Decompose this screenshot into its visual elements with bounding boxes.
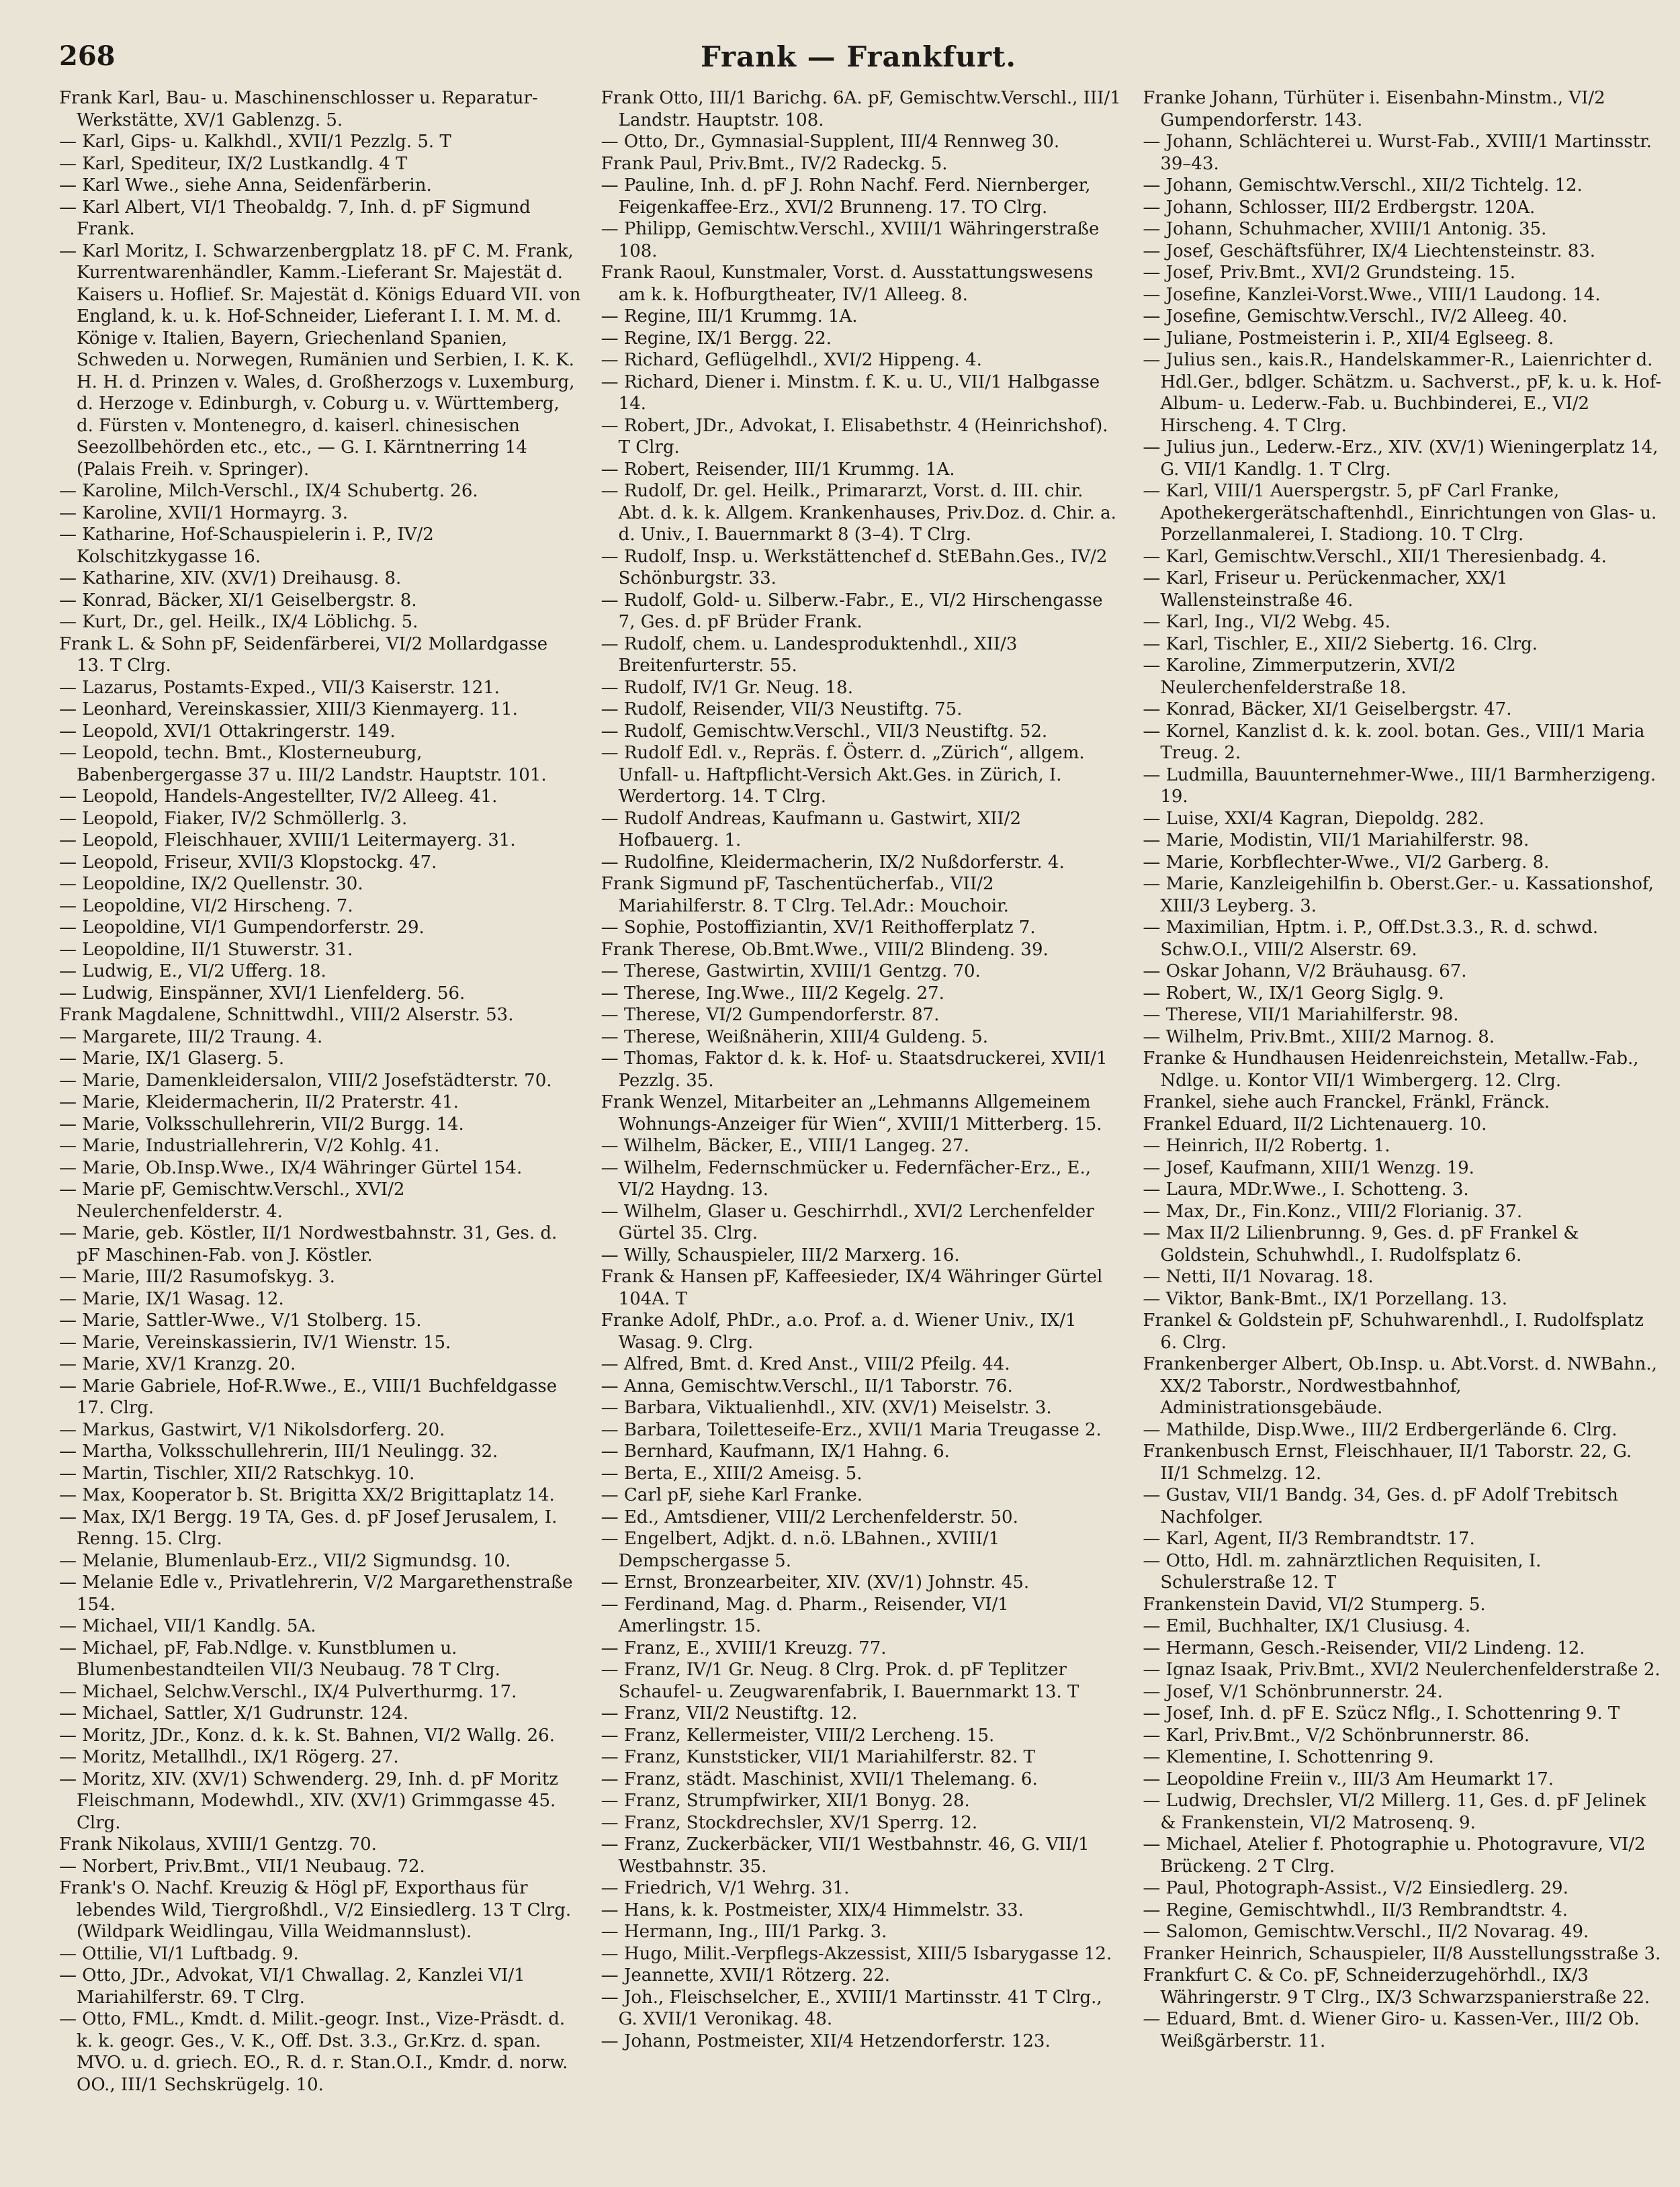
directory-entry: Frankel Eduard, II/2 Lichtenauerg. 10. [1143, 1114, 1487, 1134]
directory-entry: — Mathilde, Disp.Wwe., III/2 Erdbergerlände 6. Clrg. [1143, 1419, 1618, 1440]
directory-entry: — Johann, Schlächterei u. Wurst-Fab., XVIII/1 Martinsstr. 39–43. [1143, 132, 1652, 174]
directory-entry: — Leopold, Fiaker, IV/2 Schmöllerlg. 3. [59, 808, 408, 829]
directory-entry: — Martha, Volksschullehrerin, III/1 Neulingg. 32. [59, 1441, 498, 1462]
directory-entry: Frank's O. Nachf. Kreuzig & Högl pF, Exporthaus für lebendes Wild, Tiergroßhdl., V/2 Einsiedlerg. 13 T Clrg. (Wildpark Weidlingau, Villa Weidmannslust). [59, 1878, 572, 1942]
directory-entry: Frank Sigmund pF, Taschentücherfab., VII/2 Mariahilferstr. 8. T Clrg. Tel.Adr.: Mouchoir. [601, 874, 1009, 916]
directory-entry: — Klementine, I. Schottenring 9. [1143, 1747, 1434, 1767]
column-left [59, 87, 581, 2176]
directory-entry: — Robert, Reisender, III/1 Krummg. 1A. [601, 459, 955, 480]
directory-entry: — Marie, Damenkleidersalon, VIII/2 Josefstädterstr. 70. [59, 1070, 552, 1091]
directory-entry: — Ludwig, Drechsler, VI/2 Millerg. 11, Ges. d. pF Jelinek & Frankenstein, VI/2 Matrosenq. 9. [1143, 1791, 1646, 1833]
directory-entry: — Marie, Kleidermacherin, II/2 Praterstr. 41. [59, 1092, 459, 1112]
directory-entry: — Leopold, Friseur, XVII/3 Klopstockg. 47. [59, 852, 437, 873]
directory-entry: — Marie, III/2 Rasumofskyg. 3. [59, 1267, 335, 1287]
directory-entry: — Leopoldine, VI/2 Hirscheng. 7. [59, 895, 353, 916]
page-number: 268 [59, 40, 116, 72]
directory-entry: — Juliane, Postmeisterin i. P., XII/4 Eglseeg. 8. [1143, 328, 1554, 349]
directory-entry: — Marie pF, Gemischtw.Verschl., XVI/2 Neulerchenfelderstr. 4. [59, 1179, 405, 1222]
directory-entry: — Otto, Dr., Gymnasial-Supplent, III/4 Rennweg 30. [601, 132, 1060, 152]
directory-entry: — Kurt, Dr., gel. Heilk., IX/4 Löblichg. 5. [59, 612, 418, 632]
directory-entry: Frank Paul, Priv.Bmt., IV/2 Radeckg. 5. [601, 153, 948, 174]
column-right [1143, 87, 1665, 2176]
directory-entry: — Leopoldine, II/1 Stuwerstr. 31. [59, 939, 353, 960]
directory-entry: — Barbara, Toiletteseife-Erz., XVII/1 Maria Treugasse 2. [601, 1419, 1102, 1440]
directory-entry: — Margarete, III/2 Traung. 4. [59, 1026, 323, 1047]
directory-entry: — Leopold, techn. Bmt., Klosterneuburg, Babenbergergasse 37 u. III/2 Landstr. Hauptstr. 101. [59, 743, 547, 785]
directory-entry: — Leopoldine, IX/2 Quellenstr. 30. [59, 874, 363, 894]
directory-entry: — Josef, Kaufmann, XIII/1 Wenzg. 19. [1143, 1157, 1474, 1178]
directory-entry: — Moritz, JDr., Konz. d. k. k. St. Bahnen, VI/2 Wallg. 26. [59, 1725, 555, 1746]
directory-entry: — Therese, Gastwirtin, XVIII/1 Gentzg. 70. [601, 961, 981, 981]
directory-entry: — Ernst, Bronzearbeiter, XIV. (XV/1) Johnstr. 45. [601, 1572, 1030, 1593]
directory-entry: — Ottilie, VI/1 Luftbadg. 9. [59, 1943, 299, 1964]
directory-entry: — Marie, geb. Köstler, II/1 Nordwestbahnstr. 31, Ges. d. pF Maschinen-Fab. von J. Köstler. [59, 1223, 558, 1265]
directory-entry: Frank Therese, Ob.Bmt.Wwe., VIII/2 Blindeng. 39. [601, 939, 1049, 960]
directory-entry: — Marie, Kanzleigehilfin b. Oberst.Ger.- u. Kassationshof, XIII/3 Leyberg. 3. [1143, 874, 1654, 916]
directory-entry: — Kornel, Kanzlist d. k. k. zool. botan. Ges., VIII/1 Maria Treug. 2. [1143, 721, 1645, 763]
directory-entry: — Anna, Gemischtw.Verschl., II/1 Taborstr. 76. [601, 1376, 1013, 1396]
directory-entry: — Wilhelm, Federnschmücker u. Federnfächer-Erz., E., VI/2 Haydng. 13. [601, 1157, 1092, 1200]
directory-entry: — Marie, Korbflechter-Wwe., VI/2 Garberg. 8. [1143, 852, 1550, 873]
directory-entry: — Marie, Modistin, VII/1 Mariahilferstr. 98. [1143, 830, 1530, 850]
directory-entry: — Gustav, VII/1 Bandg. 34, Ges. d. pF Adolf Trebitsch Nachfolger. [1143, 1485, 1618, 1527]
directory-entry: — Hugo, Milit.-Verpflegs-Akzessist, XIII/5 Isbarygasse 12. [601, 1943, 1112, 1964]
directory-entry: — Karl, Friseur u. Perückenmacher, XX/1 Wallensteinstraße 46. [1143, 568, 1508, 611]
directory-entry: — Friedrich, V/1 Wehrg. 31. [601, 1878, 850, 1898]
directory-entry: — Marie, Ob.Insp.Wwe., IX/4 Währinger Gürtel 154. [59, 1157, 523, 1178]
directory-entry: — Moritz, Metallhdl., IX/1 Rögerg. 27. [59, 1747, 399, 1767]
directory-entry: — Karoline, XVII/1 Hormayrg. 3. [59, 502, 348, 523]
directory-entry: — Katharine, XIV. (XV/1) Dreihausg. 8. [59, 568, 402, 588]
directory-entry: — Josefine, Kanzlei-Vorst.Wwe., VIII/1 Laudong. 14. [1143, 284, 1601, 305]
directory-entry: — Rudolfine, Kleidermacherin, IX/2 Nußdorferstr. 4. [601, 852, 1065, 873]
directory-entry: — Franz, städt. Maschinist, XVII/1 Thelemang. 6. [601, 1769, 1038, 1789]
directory-entry: — Pauline, Inh. d. pF J. Rohn Nachf. Ferd. Niernberger, Feigenkaffee-Erz., XVI/2 Brunneng. 17. TO Clrg. [601, 175, 1091, 218]
directory-entry: — Martin, Tischler, XII/2 Ratschkyg. 10. [59, 1463, 415, 1484]
directory-entry: — Marie, Vereinskassierin, IV/1 Wienstr. 15. [59, 1332, 451, 1353]
directory-entry: Frankenberger Albert, Ob.Insp. u. Abt.Vorst. d. NWBahn., XX/2 Taborstr., Nordwestbahnhof, Administrationsgebäude. [1143, 1354, 1657, 1418]
directory-entry: — Karl, Spediteur, IX/2 Lustkandlg. 4 T [59, 153, 408, 174]
directory-entry: — Karl, VIII/1 Auerspergstr. 5, pF Carl Franke, Apothekergerätschaftenhdl., Einrichtungen von Glas- u. Porzellanmalerei, I. Stadiong. 10. T Clrg. [1143, 481, 1657, 545]
directory-entry: Frank Magdalene, Schnittwdhl., VIII/2 Alserstr. 53. [59, 1005, 514, 1025]
directory-entry: — Max, Dr., Fin.Konz., VIII/2 Florianig. 37. [1143, 1201, 1523, 1222]
directory-entry: — Regine, Gemischtwhdl., II/3 Rembrandtstr. 4. [1143, 1900, 1568, 1920]
directory-entry: — Rudolf, Dr. gel. Heilk., Primararzt, Vorst. d. III. chir. Abt. d. k. k. Allgem. Krankenhauses, Priv.Doz. d. Chir. a. d. Univ., I. Bauernmarkt 8 (3–4). T Clrg. [601, 481, 1116, 545]
directory-entry: — Karl, Priv.Bmt., V/2 Schönbrunnerstr. 86. [1143, 1725, 1530, 1746]
directory-entry: — Melanie Edle v., Privatlehrerin, V/2 Margarethenstraße 154. [59, 1572, 573, 1615]
directory-entry: — Otto, FML., Kmdt. d. Milit.-geogr. Inst., Vize-Präsdt. d. k. k. geogr. Ges., V. K., Off. Dst. 3.3., Gr.Krz. d. span. MVO. u. d. griech. EO., R. d. r. Stan.O.I., Kmdr. d. norw. OO., III/1 Sechskrügelg. 10. [59, 2009, 568, 2095]
directory-entry: — Karoline, Zimmerputzerin, XVI/2 Neulerchenfelderstraße 18. [1143, 656, 1456, 698]
directory-entry: — Johann, Gemischtw.Verschl., XII/2 Tichtelg. 12. [1143, 175, 1583, 195]
directory-entry: — Richard, Diener i. Minstm. f. K. u. U., VII/1 Halbgasse 14. [601, 371, 1100, 414]
directory-entry: — Katharine, Hof-Schauspielerin i. P., IV/2 Kolschitzkygasse 16. [59, 525, 434, 567]
directory-entry: — Leopold, XVI/1 Ottakringerstr. 149. [59, 721, 396, 742]
directory-entry: — Max, Kooperator b. St. Brigitta XX/2 Brigittaplatz 14. [59, 1485, 555, 1505]
directory-entry: Franker Heinrich, Schauspieler, II/8 Ausstellungsstraße 3. [1143, 1943, 1661, 1964]
directory-entry: — Leopold, Handels-Angestellter, IV/2 Alleeg. 41. [59, 787, 498, 807]
directory-entry: — Josef, Geschäftsführer, IX/4 Liechtensteinstr. 83. [1143, 240, 1596, 261]
directory-entry: — Marie Gabriele, Hof-R.Wwe., E., VIII/1 Buchfeldgasse 17. Clrg. [59, 1376, 558, 1418]
directory-entry: Frankel, siehe auch Franckel, Fränkl, Fränck. [1143, 1092, 1550, 1112]
directory-entry: — Rudolf, Reisender, VII/3 Neustiftg. 75. [601, 699, 963, 719]
directory-entry: — Ed., Amtsdiener, VIII/2 Lerchenfelderstr. 50. [601, 1507, 1018, 1527]
directory-entry: — Norbert, Priv.Bmt., VII/1 Neubaug. 72. [59, 1856, 425, 1877]
directory-entry: — Lazarus, Postamts-Exped., VII/3 Kaiserstr. 121. [59, 677, 500, 698]
directory-entry: — Thomas, Faktor d. k. k. Hof- u. Staatsdruckerei, XVII/1 Pezzlg. 35. [601, 1048, 1108, 1091]
directory-entry: — Therese, VI/2 Gumpendorferstr. 87. [601, 1005, 940, 1025]
directory-entry: — Ferdinand, Mag. d. Pharm., Reisender, VI/1 Amerlingstr. 15. [601, 1594, 1009, 1636]
directory-entry: — Oskar Johann, V/2 Bräuhausg. 67. [1143, 961, 1467, 981]
directory-entry: — Wilhelm, Glaser u. Geschirrhdl., XVI/2 Lerchenfelder Gürtel 35. Clrg. [601, 1201, 1094, 1243]
directory-entry: — Paul, Photograph-Assist., V/2 Einsiedlerg. 29. [1143, 1878, 1568, 1898]
directory-entry: — Therese, VII/1 Mariahilferstr. 98. [1143, 1005, 1459, 1025]
directory-entry: — Salomon, Gemischtw.Verschl., II/2 Novarag. 49. [1143, 1922, 1589, 1942]
directory-entry: — Johann, Schuhmacher, XVIII/1 Antonig. 35. [1143, 219, 1547, 239]
directory-entry: — Karl, Gemischtw.Verschl., XII/1 Theresienbadg. 4. [1143, 546, 1607, 567]
directory-entry: Frankel & Goldstein pF, Schuhwarenhdl., I. Rudolfsplatz 6. Clrg. [1143, 1310, 1644, 1353]
directory-entry: — Ludmilla, Bauunternehmer-Wwe., III/1 Barmherzigeng. 19. [1143, 764, 1656, 807]
directory-entry: — Michael, Sattler, X/1 Gudrunstr. 124. [59, 1703, 409, 1724]
directory-entry: — Karl Albert, VI/1 Theobaldg. 7, Inh. d. pF Sigmund Frank. [59, 197, 531, 239]
directory-entry: — Michael, pF, Fab.Ndlge. v. Kunstblumen u. Blumenbestandteilen VII/3 Neubaug. 78 T Clrg. [59, 1638, 500, 1680]
directory-entry: — Michael, VII/1 Kandlg. 5A. [59, 1616, 316, 1636]
directory-entry: Frankenbusch Ernst, Fleischhauer, II/1 Taborstr. 22, G. II/1 Schmelzg. 12. [1143, 1441, 1632, 1484]
directory-entry: — Josef, Inh. d. pF E. Szücz Nflg., I. Schottenring 9. T [1143, 1703, 1620, 1724]
directory-entry: — Regine, III/1 Krummg. 1A. [601, 306, 858, 326]
directory-entry: — Franz, E., XVIII/1 Kreuzg. 77. [601, 1638, 887, 1658]
directory-entry: Frankenstein David, VI/2 Stumperg. 5. [1143, 1594, 1486, 1615]
directory-entry: Frank L. & Sohn pF, Seidenfärberei, VI/2 Mollardgasse 13. T Clrg. [59, 633, 548, 676]
directory-entry: — Karl, Agent, II/3 Rembrandtstr. 17. [1143, 1529, 1475, 1549]
directory-entry: — Franz, Kunststicker, VII/1 Mariahilferstr. 82. T [601, 1747, 1035, 1767]
directory-entry: — Marie, Volksschullehrerin, VII/2 Burgg. 14. [59, 1114, 464, 1134]
directory-entry: — Otto, Hdl. m. zahnärztlichen Requisiten, I. Schulerstraße 12. T [1143, 1550, 1542, 1593]
directory-entry: Frank & Hansen pF, Kaffeesieder, IX/4 Währinger Gürtel 104A. T [601, 1267, 1103, 1309]
directory-entry: Frank Wenzel, Mitarbeiter an „Lehmanns Allgemeinem Wohnungs-Anzeiger für Wien“, XVIII/1 Mitterberg. 15. [601, 1092, 1102, 1134]
directory-entry: — Richard, Geflügelhdl., XVI/2 Hippeng. 4. [601, 350, 982, 370]
directory-entry: — Melanie, Blumenlaub-Erz., VII/2 Sigmundsg. 10. [59, 1550, 511, 1571]
directory-entry: — Franz, Zuckerbäcker, VII/1 Westbahnstr. 46, G. VII/1 Westbahnstr. 35. [601, 1834, 1090, 1877]
directory-entry: — Karl Moritz, I. Schwarzenbergplatz 18. pF C. M. Frank, Kurrentwarenhändler, Kamm.-Lieferant Sr. Majestät d. Kaisers u. Hoflief. Sr. Majestät d. Königs Eduard VII. von England, k. u. k. Hof-Schneider, Lieferant I. I. M. M. d. Könige v. Italien, Bayern, Griechenland Spanien, Schweden u. Norwegen, Rumänien und Serbien, I. K. K. H. H. d. Prinzen v. Wales, d. Großherzogs v. Luxemburg, d. Herzoge v. Edinburgh, v. Coburg u. v. Württemberg, d. Fürsten v. Montenegro, d. kaiserl. chinesischen Seezollbehörden etc., etc., — G. I. Kärntnerring 14 (Palais Freih. v. Springer). [59, 240, 581, 480]
directory-entry: — Alfred, Bmt. d. Kred Anst., VIII/2 Pfeilg. 44. [601, 1354, 1010, 1374]
directory-entry: — Franz, Strumpfwirker, XII/1 Bonyg. 28. [601, 1791, 970, 1811]
directory-entry: — Rudolf, Insp. u. Werkstättenchef d. StEBahn.Ges., IV/2 Schönburgstr. 33. [601, 546, 1108, 588]
directory-entry: — Joh., Fleischselcher, E., XVIII/1 Martinsstr. 41 T Clrg., G. XVII/1 Veronikag. 48. [601, 1987, 1102, 2029]
directory-entry: — Robert, W., IX/1 Georg Siglg. 9. [1143, 983, 1444, 1003]
directory-entry: — Julius jun., Lederw.-Erz., XIV. (XV/1) Wieningerplatz 14, G. VII/1 Kandlg. 1. T Clrg. [1143, 437, 1659, 480]
directory-entry: — Jeannette, XVII/1 Rötzerg. 22. [601, 1965, 891, 1985]
directory-entry: — Karl Wwe., siehe Anna, Seidenfärberin. [59, 175, 432, 195]
directory-entry: — Hermann, Gesch.-Reisender, VII/2 Lindeng. 12. [1143, 1638, 1585, 1658]
directory-entry: — Rudolf, Gemischtw.Verschl., VII/3 Neustiftg. 52. [601, 721, 1048, 742]
directory-entry: Franke Adolf, PhDr., a.o. Prof. a. d. Wiener Univ., IX/1 Wasag. 9. Clrg. [601, 1310, 1077, 1353]
running-head: Frank — Frankfurt. [700, 40, 1017, 73]
directory-entry: — Wilhelm, Priv.Bmt., XIII/2 Marnog. 8. [1143, 1026, 1495, 1047]
directory-entry: Frankfurt C. & Co. pF, Schneiderzugehörhdl., IX/3 Währingerstr. 9 T Clrg., IX/3 Schwarzspanierstraße 22. [1143, 1965, 1650, 2008]
directory-columns [59, 87, 1665, 2176]
directory-entry: — Rudolf Edl. v., Repräs. f. Österr. d. „Zürich“, allgem. Unfall- u. Haftpflicht-Versich Akt.Ges. in Zürich, I. Werdertorg. 14. T Clrg. [601, 743, 1085, 807]
directory-entry: — Ludwig, Einspänner, XVI/1 Lienfelderg. 56. [59, 983, 466, 1003]
directory-entry: — Sophie, Postoffiziantin, XV/1 Reithofferplatz 7. [601, 918, 1036, 938]
directory-entry: — Josef, V/1 Schönbrunnerstr. 24. [1143, 1681, 1443, 1702]
directory-entry: — Markus, Gastwirt, V/1 Nikolsdorferg. 20. [59, 1419, 445, 1440]
directory-entry: Franke Johann, Türhüter i. Eisenbahn-Minstm., VI/2 Gumpendorferstr. 143. [1143, 88, 1605, 130]
directory-entry: — Rudolf Andreas, Kaufmann u. Gastwirt, XII/2 Hofbauerg. 1. [601, 808, 1021, 850]
directory-entry: — Michael, Selchw.Verschl., IX/4 Pulverthurmg. 17. [59, 1681, 517, 1702]
directory-entry: — Franz, Stockdrechsler, XV/1 Sperrg. 12. [601, 1812, 978, 1833]
directory-entry: — Franz, VII/2 Neustiftg. 12. [601, 1703, 858, 1724]
directory-entry: — Rudolf, Gold- u. Silberw.-Fabr., E., VI/2 Hirschengasse 7, Ges. d. pF Brüder Frank. [601, 590, 1103, 632]
directory-entry: — Max II/2 Lilienbrunng. 9, Ges. d. pF Frankel & Goldstein, Schuhwhdl., I. Rudolfsplatz 6. [1143, 1223, 1579, 1265]
directory-entry: — Karoline, Milch-Verschl., IX/4 Schubertg. 26. [59, 481, 478, 501]
directory-entry: — Marie, IX/1 Glaserg. 5. [59, 1048, 285, 1069]
directory-entry: — Marie, XV/1 Kranzg. 20. [59, 1354, 296, 1374]
directory-entry: — Leopoldine, VI/1 Gumpendorferstr. 29. [59, 918, 425, 938]
directory-entry: — Hans, k. k. Postmeister, XIX/4 Himmelstr. 33. [601, 1900, 1024, 1920]
directory-entry: — Leonhard, Vereinskassier, XIII/3 Kienmayerg. 11. [59, 699, 518, 719]
directory-entry: — Konrad, Bäcker, XI/1 Geiselbergstr. 47. [1143, 699, 1512, 719]
directory-entry: — Philipp, Gemischtw.Verschl., XVIII/1 Währingerstraße 108. [601, 219, 1100, 261]
directory-entry: — Eduard, Bmt. d. Wiener Giro- u. Kassen-Ver., III/2 Ob. Weißgärberstr. 11. [1143, 2009, 1640, 2051]
directory-entry: — Franz, Kellermeister, VIII/2 Lercheng. 15. [601, 1725, 995, 1746]
directory-entry: — Johann, Schlosser, III/2 Erdbergstr. 120A. [1143, 197, 1536, 218]
directory-entry: — Engelbert, Adjkt. d. n.ö. LBahnen., XVIII/1 Dempschergasse 5. [601, 1529, 1000, 1571]
directory-entry: — Karl, Ing., VI/2 Webg. 45. [1143, 612, 1391, 632]
directory-entry: — Karl, Tischler, E., XII/2 Siebertg. 16. Clrg. [1143, 633, 1538, 654]
directory-entry: — Johann, Postmeister, XII/4 Hetzendorferstr. 123. [601, 2030, 1051, 2051]
directory-entry: — Michael, Atelier f. Photographie u. Photogravure, VI/2 Brückeng. 2 T Clrg. [1143, 1834, 1646, 1877]
directory-entry: — Konrad, Bäcker, XI/1 Geiselbergstr. 8. [59, 590, 417, 611]
directory-entry: Frank Nikolaus, XVIII/1 Gentzg. 70. [59, 1834, 377, 1855]
directory-entry: Frank Raoul, Kunstmaler, Vorst. d. Ausstattungswesens am k. k. Hofburgtheater, IV/1 Alleeg. 8. [601, 263, 1094, 305]
directory-entry: — Moritz, XIV. (XV/1) Schwenderg. 29, Inh. d. pF Moritz Fleischmann, Modewhdl., XIV. (XV/1) Grimmgasse 45. Clrg. [59, 1769, 558, 1833]
directory-entry: — Otto, JDr., Advokat, VI/1 Chwallag. 2, Kanzlei VI/1 Mariahilferstr. 69. T Clrg. [59, 1965, 525, 2008]
directory-entry: Frank Karl, Bau- u. Maschinenschlosser u. Reparatur-Werkstätte, XV/1 Gablenzg. 5. [59, 88, 538, 130]
directory-entry: Frank Otto, III/1 Barichg. 6A. pF, Gemischtw.Verschl., III/1 Landstr. Hauptstr. 108. [601, 88, 1121, 130]
directory-entry: — Josefine, Gemischtw.Verschl., IV/2 Alleeg. 40. [1143, 306, 1568, 326]
directory-entry: — Josef, Priv.Bmt., XVI/2 Grundsteing. 15. [1143, 263, 1515, 283]
column-middle [601, 87, 1123, 2176]
directory-entry: — Marie, Industriallehrerin, V/2 Kohlg. 41. [59, 1136, 440, 1156]
directory-entry: — Marie, IX/1 Wasag. 12. [59, 1288, 284, 1309]
directory-entry: — Bernhard, Kaufmann, IX/1 Hahng. 6. [601, 1441, 950, 1462]
directory-entry: — Netti, II/1 Novarag. 18. [1143, 1267, 1374, 1287]
directory-entry: — Willy, Schauspieler, III/2 Marxerg. 16. [601, 1245, 960, 1265]
directory-entry: — Hermann, Ing., III/1 Parkg. 3. [601, 1922, 887, 1942]
directory-entry: — Carl pF, siehe Karl Franke. [601, 1485, 863, 1505]
directory-entry: — Ignaz Isaak, Priv.Bmt., XVI/2 Neulerchenfelderstraße 2. [1143, 1660, 1661, 1680]
directory-entry: — Marie, Sattler-Wwe., V/1 Stolberg. 15. [59, 1310, 422, 1331]
directory-entry: — Emil, Buchhalter, IX/1 Clusiusg. 4. [1143, 1616, 1471, 1636]
directory-entry: — Viktor, Bank-Bmt., IX/1 Porzellang. 13. [1143, 1288, 1507, 1309]
directory-entry: — Regine, IX/1 Bergg. 22. [601, 328, 832, 349]
directory-entry: — Ludwig, E., VI/2 Ufferg. 18. [59, 961, 326, 981]
directory-entry: — Max, IX/1 Bergg. 19 TA, Ges. d. pF Josef Jerusalem, I. Renng. 15. Clrg. [59, 1507, 558, 1549]
directory-entry: Franke & Hundhausen Heidenreichstein, Metallw.-Fab., Ndlge. u. Kontor VII/1 Wimbergerg. 12. Clrg. [1143, 1048, 1639, 1091]
directory-entry: — Rudolf, IV/1 Gr. Neug. 18. [601, 677, 853, 698]
directory-entry: — Luise, XXI/4 Kagran, Diepoldg. 282. [1143, 808, 1485, 829]
directory-entry: — Barbara, Viktualienhdl., XIV. (XV/1) Meiselstr. 3. [601, 1398, 1052, 1418]
directory-entry: — Franz, IV/1 Gr. Neug. 8 Clrg. Prok. d. pF Teplitzer Schaufel- u. Zeugwarenfabrik, I. Bauernmarkt 13. T [601, 1660, 1079, 1702]
directory-entry: — Robert, JDr., Advokat, I. Elisabethstr. 4 (Heinrichshof). T Clrg. [601, 415, 1108, 457]
directory-entry: — Karl, Gips- u. Kalkhdl., XVII/1 Pezzlg. 5. T [59, 132, 451, 152]
directory-entry: — Therese, Weißnäherin, XIII/4 Guldeng. 5. [601, 1026, 989, 1047]
directory-entry: — Wilhelm, Bäcker, E., VIII/1 Langeg. 27. [601, 1136, 969, 1156]
directory-entry: — Heinrich, II/2 Robertg. 1. [1143, 1136, 1390, 1156]
directory-entry: — Laura, MDr.Wwe., I. Schotteng. 3. [1143, 1179, 1469, 1200]
page-header [59, 40, 1658, 81]
directory-entry: — Julius sen., kais.R., Handelskammer-R., Laienrichter d. Hdl.Ger., bdlger. Schätzm. u. Sachverst., pF, k. u. k. Hof-Album- u. Lederw.-Fab. u. Buchbinderei, E., VI/2 Hirscheng. 4. T Clrg. [1143, 350, 1662, 436]
directory-entry: — Berta, E., XIII/2 Ameisg. 5. [601, 1463, 863, 1484]
directory-entry: — Leopoldine Freiin v., III/3 Am Heumarkt 17. [1143, 1769, 1554, 1789]
directory-entry: — Maximilian, Hptm. i. P., Off.Dst.3.3., R. d. schwd. Schw.O.I., VIII/2 Alserstr. 69. [1143, 918, 1599, 960]
directory-entry: — Rudolf, chem. u. Landesproduktenhdl., XII/3 Breitenfurterstr. 55. [601, 633, 1018, 676]
directory-entry: — Leopold, Fleischhauer, XVIII/1 Leitermayerg. 31. [59, 830, 516, 850]
directory-entry: — Therese, Ing.Wwe., III/2 Kegelg. 27. [601, 983, 944, 1003]
